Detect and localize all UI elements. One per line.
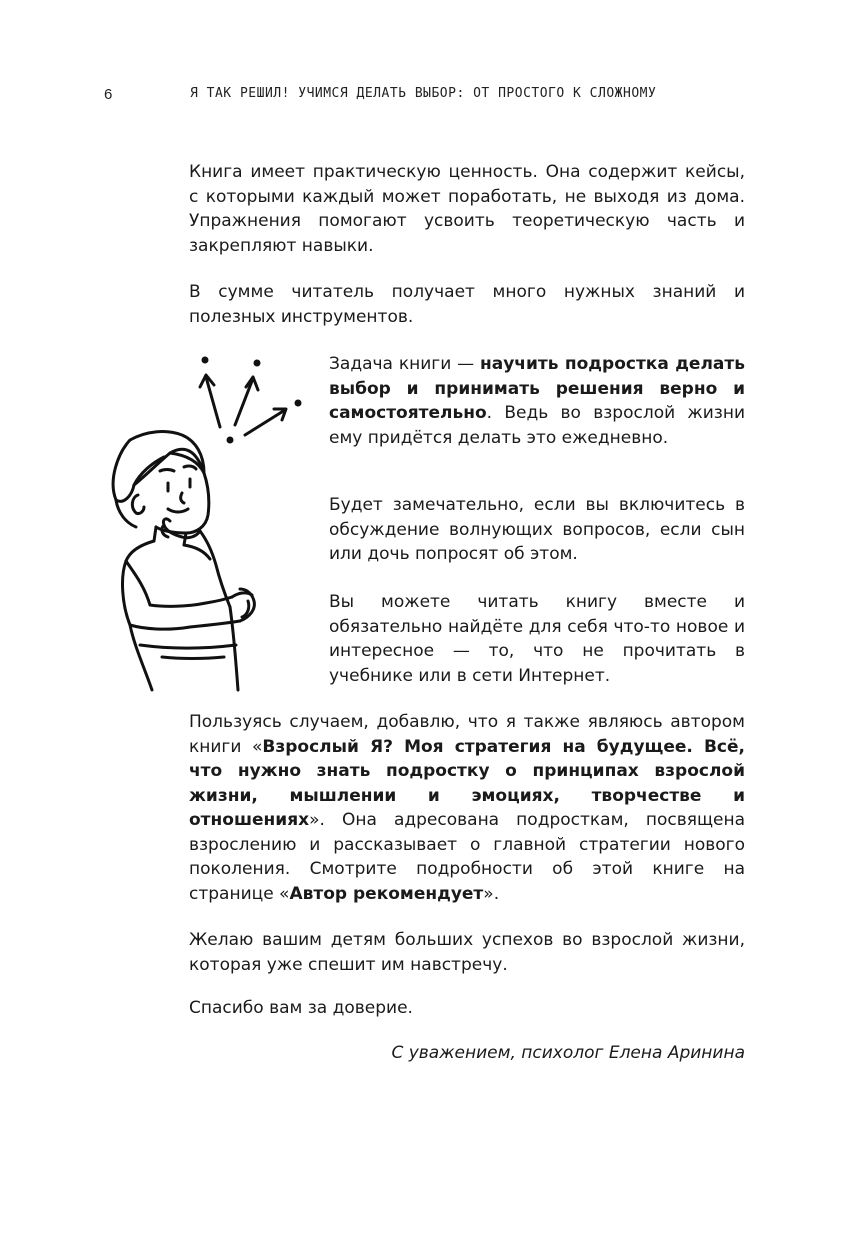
paragraph-text: В сумме читатель получает много нужных знаний и полезных инструментов. [189,282,745,327]
paragraph-parent-discussion [329,493,745,567]
paragraph-book-goal [329,352,745,450]
paragraph-practical-value [189,160,745,258]
goal-outro: . Ведь во взрослой жизни ему придётся делать это ежедневно. [329,403,745,448]
paragraph-summary [189,280,745,329]
goal-intro: Задача книги — [329,354,480,374]
other-book-outro: ». [483,883,500,904]
paragraph-read-together [329,590,745,688]
other-book-description: ». Она адресована подросткам, посвящена взрослению и рассказывает о главной стратегии нового поколения. Смотрите подробности об этой книге на странице « [189,810,745,904]
author-signature: С уважением, психолог Елена Аринина [391,1043,745,1063]
paragraph-text: Спасибо вам за доверие. [189,998,413,1018]
other-book-title: Взрослый Я? Моя стратегия на будущее. Всё, что нужно знать подростку о принципах взрослой жизни, мышлении и эмоциях, творчестве и отношениях [189,736,745,830]
goal-emphasis: научить подростка делать выбор и принимать решения верно и самостоятельно [329,354,745,423]
paragraph-text: Будет замечательно, если вы включитесь в обсуждение волнующих вопросов, если сын или дочь попросят об этом. [329,495,745,564]
thinking-teen-icon [100,345,315,695]
paragraph-text: Вы можете читать книгу вместе и обязательно найдёте для себя что-то новое и интересное — то, что не прочитать в учебнике или в сети Интернет. [329,592,745,686]
paragraph-text: Книга имеет практическую ценность. Она содержит кейсы, с которыми каждый может поработать, не выходя из дома. Упражнения помогают усвоить теоретическую часть и закрепляют навыки. [189,162,745,256]
other-book-intro: Пользуясь случаем, добавлю, что я также являюсь автором книги « [189,712,745,757]
paragraph-text: Желаю вашим детям больших успехов во взрослой жизни, которая уже спешит им навстречу. [189,930,745,975]
paragraph-wishes [189,928,745,977]
paragraph-thanks [189,996,745,1021]
running-title: Я ТАК РЕШИЛ! УЧИМСЯ ДЕЛАТЬ ВЫБОР: ОТ ПРОСТОГО К СЛОЖНОМУ [190,86,657,101]
page-number: 6 [104,86,113,103]
author-recommends-reference: Автор рекомендует [289,883,484,904]
paragraph-other-book [189,710,745,906]
